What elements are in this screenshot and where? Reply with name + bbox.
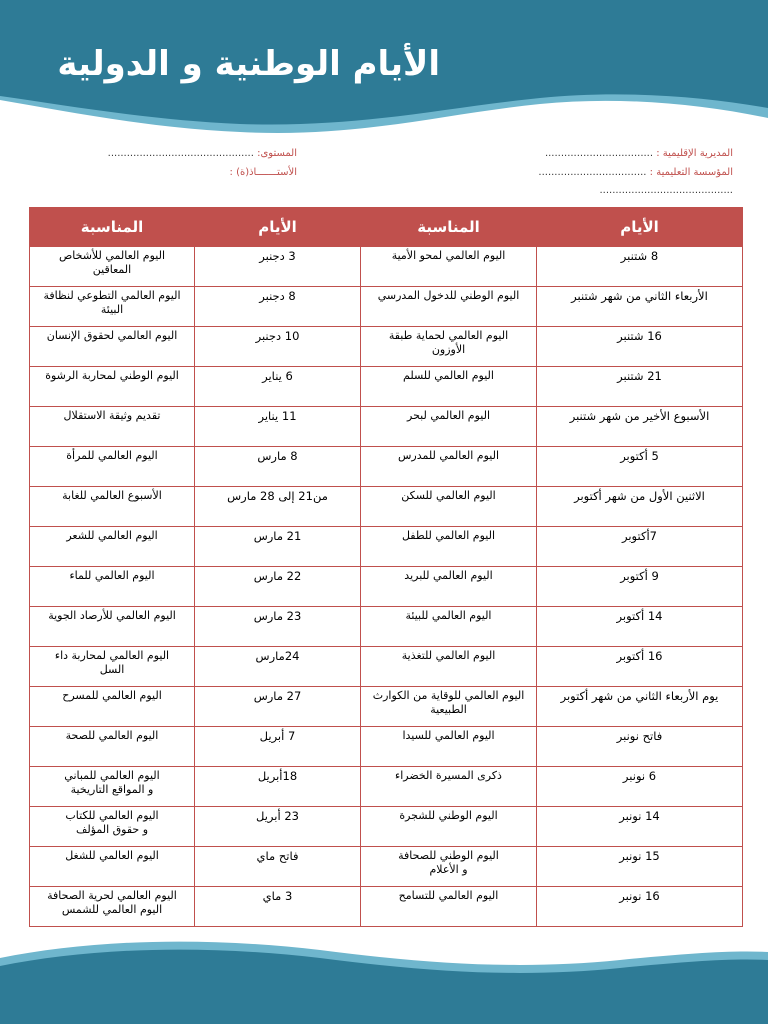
day-cell-text: 22 مارس bbox=[253, 569, 302, 583]
occasion-cell bbox=[30, 407, 195, 447]
occasion-cell bbox=[361, 647, 537, 687]
table-row bbox=[30, 527, 743, 567]
occasion-cell bbox=[30, 807, 195, 847]
page-title: الأيام الوطنية و الدولية bbox=[57, 44, 440, 84]
occasion-cell-text: اليوم العالمي التطوعي لنظافة البيئة bbox=[43, 289, 181, 316]
occasion-cell-text: اليوم العالمي للسيدا bbox=[402, 729, 495, 742]
day-cell bbox=[195, 887, 361, 927]
day-cell bbox=[195, 287, 361, 327]
day-cell bbox=[537, 367, 743, 407]
directorate-dots: .................................. bbox=[544, 148, 654, 159]
occasion-cell bbox=[30, 447, 195, 487]
day-cell bbox=[537, 447, 743, 487]
day-cell-text: 18أبريل bbox=[257, 769, 298, 783]
teacher-label: الأستـــــــاذ(ة) : bbox=[229, 167, 297, 178]
occasion-cell-text: تقديم وثيقة الاستقلال bbox=[63, 409, 161, 422]
day-cell bbox=[195, 407, 361, 447]
day-cell bbox=[537, 767, 743, 807]
table-row bbox=[30, 567, 743, 607]
table-row bbox=[30, 727, 743, 767]
occasion-cell-text: اليوم العالمي للشعر bbox=[66, 529, 158, 542]
day-cell bbox=[195, 607, 361, 647]
day-cell bbox=[195, 727, 361, 767]
day-cell bbox=[537, 887, 743, 927]
day-cell-text: 3 دجنبر bbox=[259, 249, 296, 263]
table-row bbox=[30, 887, 743, 927]
occasion-cell-text: اليوم العالمي للسلم bbox=[403, 369, 494, 382]
occasion-cell bbox=[30, 767, 195, 807]
occasion-cell bbox=[30, 727, 195, 767]
day-cell bbox=[537, 487, 743, 527]
table-row bbox=[30, 647, 743, 687]
occasion-cell-text: اليوم العالمي للمسرح bbox=[62, 689, 162, 702]
occasion-cell-text: اليوم العالمي للأشخاص المعاقين bbox=[58, 249, 166, 276]
level-line bbox=[52, 148, 297, 159]
day-cell bbox=[537, 847, 743, 887]
occasion-cell bbox=[30, 847, 195, 887]
occasion-cell-text: اليوم العالمي لحقوق الإنسان bbox=[46, 329, 178, 342]
day-cell-text: 24مارس bbox=[255, 649, 300, 663]
occasion-cell-text: اليوم العالمي للتسامح bbox=[398, 889, 499, 902]
day-cell bbox=[537, 607, 743, 647]
occasion-cell bbox=[361, 807, 537, 847]
occasion-cell bbox=[361, 527, 537, 567]
day-cell-text: 16 شتنبر bbox=[617, 329, 662, 343]
occasion-cell-text: اليوم العالمي لحماية طبقة الأوزون bbox=[388, 329, 509, 356]
occasion-cell bbox=[30, 247, 195, 287]
header-occasion-2: المناسبة bbox=[30, 208, 195, 247]
table-row bbox=[30, 607, 743, 647]
occasion-cell-text: اليوم العالمي للمرأة bbox=[66, 449, 158, 462]
day-cell bbox=[195, 567, 361, 607]
occasion-cell-text: اليوم العالمي للأرصاد الجوية bbox=[48, 609, 176, 622]
day-cell-text: 23 أبريل bbox=[256, 809, 299, 823]
day-cell-text: 21 شتنبر bbox=[617, 369, 662, 383]
table-row bbox=[30, 407, 743, 447]
header-days-2: الأيام bbox=[195, 208, 361, 247]
table-row bbox=[30, 687, 743, 727]
day-cell bbox=[537, 287, 743, 327]
directorate-line bbox=[418, 148, 733, 159]
table-row bbox=[30, 447, 743, 487]
day-cell-text: 7أكتوبر bbox=[622, 529, 657, 543]
occasion-cell-text: اليوم العالمي لمحو الأمية bbox=[391, 249, 506, 262]
occasion-cell-text: اليوم العالمي للوقاية من الكوارث الطبيعية bbox=[372, 689, 525, 716]
table-row bbox=[30, 847, 743, 887]
day-cell-text: 6 يناير bbox=[262, 369, 293, 383]
day-cell bbox=[195, 527, 361, 567]
occasion-cell-text: اليوم العالمي للمدرس bbox=[397, 449, 500, 462]
occasion-cell bbox=[30, 327, 195, 367]
occasion-cell-text: اليوم العالمي للطفل bbox=[401, 529, 496, 542]
occasion-cell bbox=[361, 567, 537, 607]
extra-dots-line bbox=[430, 185, 733, 196]
day-cell bbox=[195, 687, 361, 727]
day-cell bbox=[537, 527, 743, 567]
occasion-cell-text: اليوم العالمي للتغذية bbox=[401, 649, 496, 662]
day-cell bbox=[195, 807, 361, 847]
day-cell-text: 3 ماي bbox=[262, 889, 293, 903]
day-cell bbox=[195, 487, 361, 527]
occasion-cell bbox=[361, 887, 537, 927]
occasion-cell-text: اليوم العالمي لحرية الصحافة اليوم العالمي للشمس bbox=[47, 889, 177, 916]
header-days-1: الأيام bbox=[537, 208, 743, 247]
occasion-cell-text: اليوم العالمي للبريد bbox=[404, 569, 493, 582]
day-cell bbox=[537, 687, 743, 727]
occasion-cell bbox=[361, 407, 537, 447]
day-cell bbox=[537, 807, 743, 847]
occasion-cell-text: اليوم العالمي للكتاب و حقوق المؤلف bbox=[65, 809, 159, 836]
day-cell bbox=[195, 847, 361, 887]
occasion-cell bbox=[361, 767, 537, 807]
day-cell-text: فاتح ماي bbox=[256, 849, 299, 863]
day-cell-text: 23 مارس bbox=[253, 609, 302, 623]
occasion-cell-text: اليوم العالمي للمباني و المواقع التاريخية bbox=[64, 769, 160, 796]
day-cell-text: الأسبوع الأخير من شهر شتنبر bbox=[569, 409, 710, 423]
occasion-cell bbox=[361, 487, 537, 527]
table-row bbox=[30, 487, 743, 527]
occasion-cell bbox=[30, 527, 195, 567]
day-cell-text: 14 نونبر bbox=[619, 809, 660, 823]
occasion-cell-text: الأسبوع العالمي للغابة bbox=[62, 489, 162, 502]
level-dots: .............................................. bbox=[107, 148, 254, 159]
day-cell-text: فاتح نونبر bbox=[616, 729, 663, 743]
day-cell-text: 27 مارس bbox=[253, 689, 302, 703]
day-cell-text: 7 أبريل bbox=[259, 729, 296, 743]
table-row bbox=[30, 807, 743, 847]
day-cell-text: 15 نونبر bbox=[619, 849, 660, 863]
day-cell bbox=[537, 407, 743, 447]
table-row bbox=[30, 767, 743, 807]
occasion-cell-text: اليوم العالمي للشغل bbox=[65, 849, 159, 862]
table-header-row bbox=[30, 208, 743, 247]
day-cell-text: 14 أكتوبر bbox=[616, 609, 663, 623]
occasion-cell-text: اليوم العالمي للسكن bbox=[401, 489, 496, 502]
occasion-cell-text: اليوم الوطني لمحاربة الرشوة bbox=[45, 369, 179, 382]
day-cell bbox=[195, 447, 361, 487]
occasion-cell-text: اليوم العالمي للبيئة bbox=[405, 609, 492, 622]
day-cell-text: 8 مارس bbox=[257, 449, 298, 463]
day-cell-text: 9 أكتوبر bbox=[620, 569, 659, 583]
occasion-cell-text: اليوم العالمي للصحة bbox=[65, 729, 159, 742]
occasion-cell-text: اليوم الوطني للصحافة و الأعلام bbox=[398, 849, 499, 876]
institution-label: المؤسسة التعليمية : bbox=[649, 167, 733, 178]
day-cell-text: 6 نونبر bbox=[622, 769, 657, 783]
occasion-cell bbox=[30, 607, 195, 647]
table-row bbox=[30, 247, 743, 287]
table-body bbox=[30, 247, 743, 927]
table-row bbox=[30, 287, 743, 327]
occasion-cell bbox=[361, 847, 537, 887]
day-cell bbox=[537, 727, 743, 767]
teacher-line bbox=[150, 167, 297, 178]
day-cell-text: 5 أكتوبر bbox=[620, 449, 659, 463]
day-cell bbox=[195, 367, 361, 407]
occasion-cell bbox=[361, 327, 537, 367]
institution-line bbox=[418, 167, 733, 178]
day-cell-text: يوم الأربعاء الثاني من شهر أكتوبر bbox=[560, 689, 719, 703]
directorate-label: المديرية الإقليمية : bbox=[656, 148, 733, 159]
level-label: المستوى: bbox=[257, 148, 297, 159]
day-cell-text: 16 نونبر bbox=[619, 889, 660, 903]
footer-wave-banner bbox=[0, 930, 768, 1024]
occasion-cell bbox=[361, 247, 537, 287]
day-cell bbox=[195, 327, 361, 367]
occasion-cell bbox=[30, 567, 195, 607]
occasion-cell-text: اليوم العالمي للماء bbox=[69, 569, 155, 582]
occasion-cell bbox=[361, 687, 537, 727]
occasion-cell bbox=[30, 487, 195, 527]
day-cell-text: الاثنين الأول من شهر أكتوبر bbox=[574, 489, 705, 503]
day-cell-text: 8 دجنبر bbox=[259, 289, 296, 303]
occasion-cell bbox=[30, 287, 195, 327]
day-cell bbox=[195, 247, 361, 287]
table-row bbox=[30, 327, 743, 367]
table-row bbox=[30, 367, 743, 407]
institution-dots: .................................. bbox=[538, 167, 647, 178]
day-cell bbox=[537, 567, 743, 607]
day-cell-text: 10 دجنبر bbox=[255, 329, 300, 343]
occasion-cell bbox=[30, 367, 195, 407]
day-cell-text: الأربعاء الثاني من شهر شتنبر bbox=[571, 289, 708, 303]
day-cell bbox=[195, 647, 361, 687]
occasion-cell-text: اليوم الوطني للشجرة bbox=[399, 809, 498, 822]
occasion-cell bbox=[30, 887, 195, 927]
occasion-cell bbox=[361, 727, 537, 767]
occasion-cell-text: اليوم الوطني للدخول المدرسي bbox=[377, 289, 520, 302]
occasion-cell-text: اليوم العالمي لبحر bbox=[407, 409, 490, 422]
day-cell-text: 11 يناير bbox=[258, 409, 297, 423]
occasion-cell bbox=[30, 687, 195, 727]
day-cell-text: من21 إلى 28 مارس bbox=[227, 489, 328, 503]
occasion-cell bbox=[361, 607, 537, 647]
occasion-cell bbox=[30, 647, 195, 687]
occasion-cell-text: اليوم العالمي لمحاربة داء السل bbox=[54, 649, 170, 676]
day-cell-text: 8 شتنبر bbox=[620, 249, 659, 263]
occasion-cell-text: ذكرى المسيرة الخضراء bbox=[395, 769, 502, 782]
days-table bbox=[29, 207, 743, 927]
extra-dots: .......................................... bbox=[599, 185, 733, 196]
day-cell bbox=[537, 647, 743, 687]
occasion-cell bbox=[361, 287, 537, 327]
day-cell-text: 16 أكتوبر bbox=[616, 649, 663, 663]
day-cell bbox=[537, 247, 743, 287]
occasion-cell bbox=[361, 367, 537, 407]
header-occasion-1: المناسبة bbox=[361, 208, 537, 247]
day-cell-text: 21 مارس bbox=[253, 529, 302, 543]
day-cell bbox=[195, 767, 361, 807]
occasion-cell bbox=[361, 447, 537, 487]
day-cell bbox=[537, 327, 743, 367]
